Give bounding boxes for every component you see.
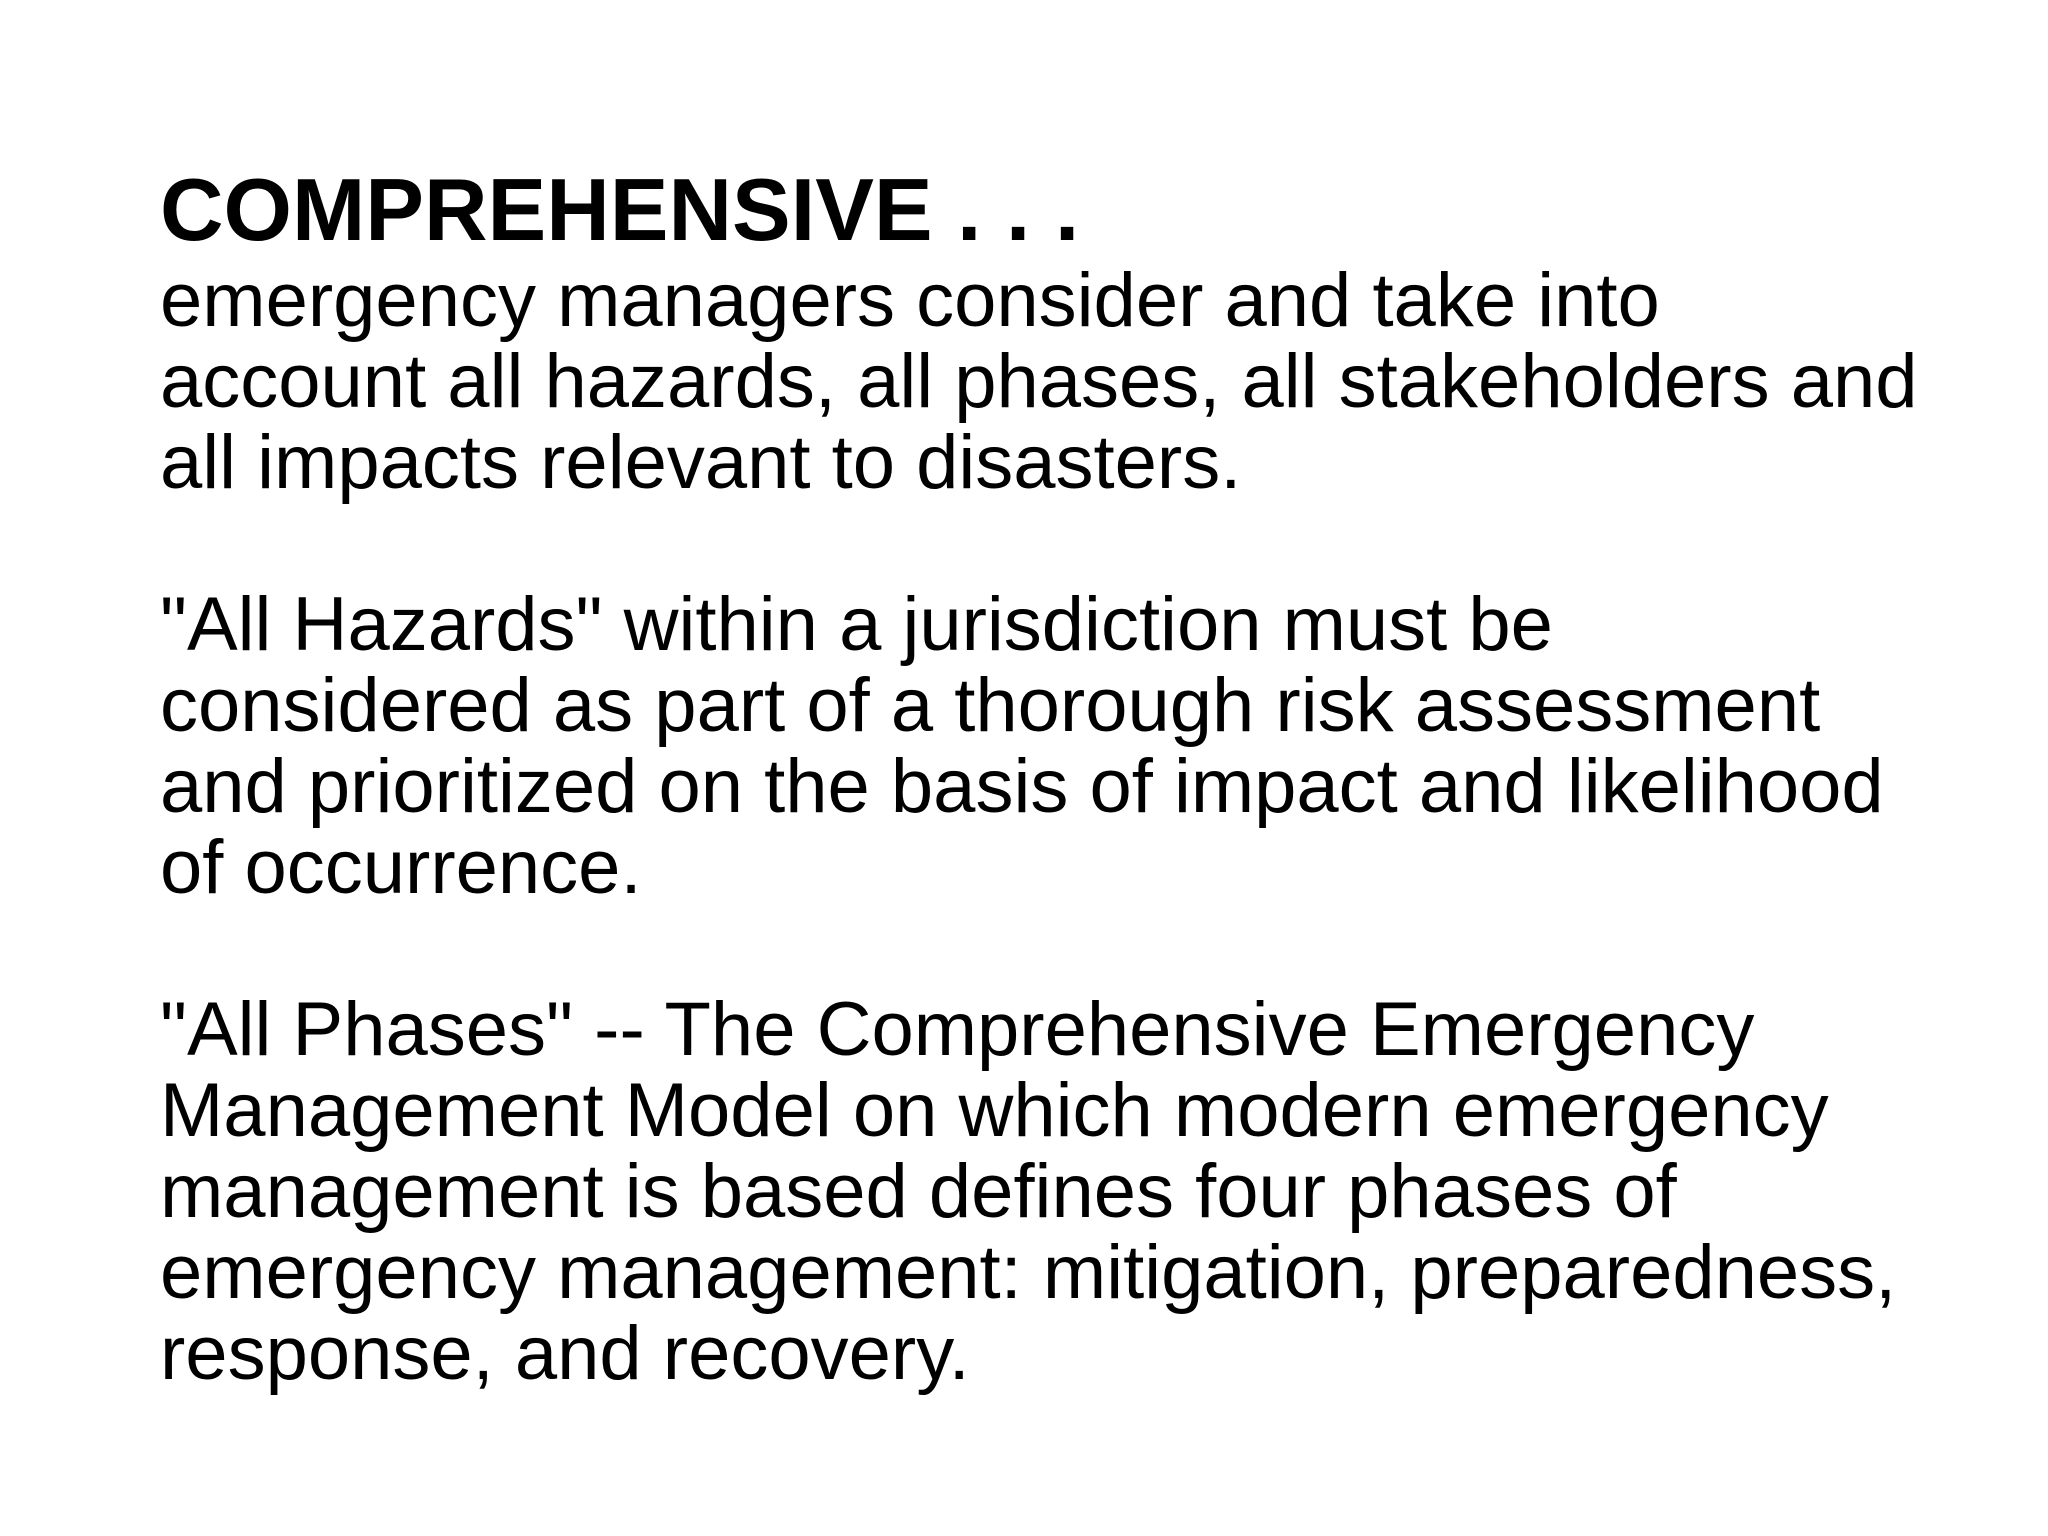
- text-line: account all hazards, all phases, all stakeholders and: [160, 339, 1918, 424]
- text-line: all impacts relevant to disasters.: [160, 420, 1242, 505]
- text-line: "All Hazards" within a jurisdiction must be: [160, 582, 1553, 667]
- text-line: considered as part of a thorough risk assessment: [160, 663, 1821, 748]
- paragraph-spacer: [160, 503, 2020, 584]
- paragraph-definition: [160, 260, 2020, 503]
- paragraph-spacer: [160, 908, 2020, 989]
- text-line: emergency management: mitigation, preparedness,: [160, 1230, 1897, 1315]
- text-line: management is based defines four phases of: [160, 1149, 1677, 1234]
- text-line: response, and recovery.: [160, 1311, 970, 1396]
- text-line: Management Model on which modern emergency: [160, 1068, 1829, 1153]
- text-line: of occurrence.: [160, 825, 642, 910]
- text-line: emergency managers consider and take into: [160, 258, 1660, 343]
- slide-title: COMPREHENSIVE . . .: [160, 160, 1080, 259]
- slide-content: [160, 160, 2020, 1394]
- paragraph-all-hazards: [160, 584, 2020, 908]
- text-line: "All Phases" -- The Comprehensive Emergency: [160, 987, 1755, 1072]
- paragraph-all-phases: [160, 989, 2020, 1394]
- text-line: and prioritized on the basis of impact and likelihood: [160, 744, 1884, 829]
